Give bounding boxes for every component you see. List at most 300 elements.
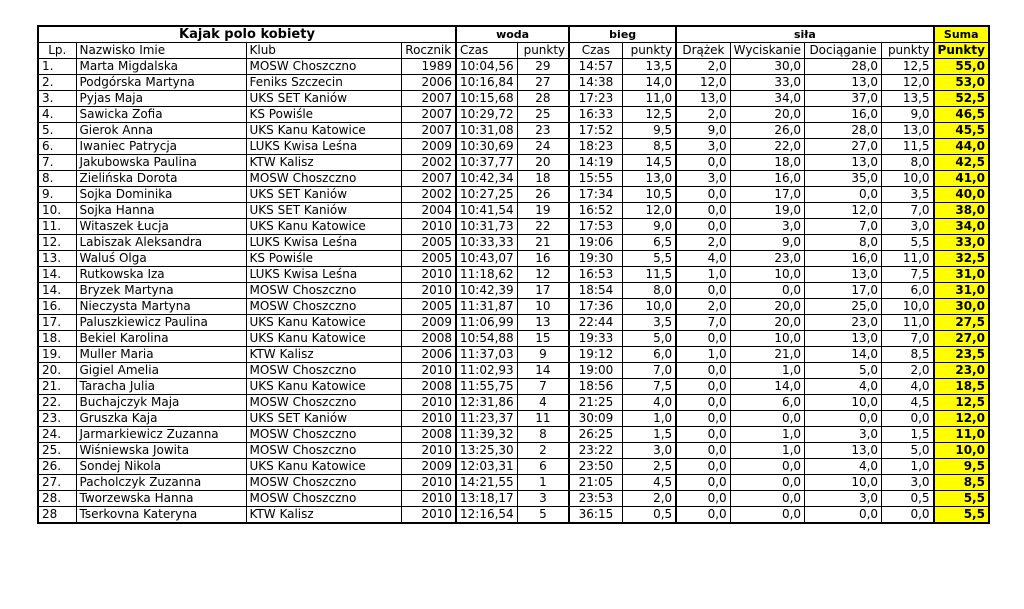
cell-dociaganie: 4,0: [805, 459, 882, 475]
cell-wyciskanie: 14,0: [730, 379, 804, 395]
col-suma-punkty: Punkty: [934, 43, 989, 59]
cell-bieg-czas: 19:00: [569, 363, 622, 379]
table-row: [38, 235, 989, 251]
cell-drazek: 7,0: [676, 315, 730, 331]
group-woda: woda: [456, 26, 569, 43]
table-row: [38, 299, 989, 315]
cell-year: 2008: [401, 427, 456, 443]
cell-year: 2005: [401, 235, 456, 251]
cell-drazek: 0,0: [676, 427, 730, 443]
cell-sila-punkty: 8,5: [882, 347, 934, 363]
cell-year: 2007: [401, 107, 456, 123]
cell-suma: 23,0: [934, 363, 989, 379]
cell-lp: 3.: [38, 91, 76, 107]
cell-club: UKS Kanu Katowice: [246, 331, 401, 347]
cell-year: 2009: [401, 315, 456, 331]
table-row: [38, 267, 989, 283]
cell-sila-punkty: 3,0: [882, 475, 934, 491]
cell-drazek: 0,0: [676, 155, 730, 171]
cell-year: 2010: [401, 443, 456, 459]
cell-woda-czas: 11:37,03: [456, 347, 517, 363]
cell-dociaganie: 27,0: [805, 139, 882, 155]
cell-wyciskanie: 20,0: [730, 315, 804, 331]
cell-woda-czas: 11:18,62: [456, 267, 517, 283]
cell-wyciskanie: 20,0: [730, 107, 804, 123]
cell-name: Pyjas Maja: [76, 91, 246, 107]
table-row: [38, 347, 989, 363]
cell-bieg-punkty: 10,5: [622, 187, 676, 203]
cell-sila-punkty: 7,0: [882, 203, 934, 219]
table-row: [38, 315, 989, 331]
cell-year: 2010: [401, 267, 456, 283]
cell-woda-czas: 10:27,25: [456, 187, 517, 203]
cell-woda-punkty: 29: [517, 59, 569, 75]
cell-woda-czas: 10:29,72: [456, 107, 517, 123]
cell-wyciskanie: 30,0: [730, 59, 804, 75]
cell-dociaganie: 10,0: [805, 475, 882, 491]
cell-year: 2004: [401, 203, 456, 219]
cell-wyciskanie: 17,0: [730, 187, 804, 203]
cell-club: UKS Kanu Katowice: [246, 123, 401, 139]
cell-drazek: 0,0: [676, 507, 730, 524]
cell-lp: 1.: [38, 59, 76, 75]
cell-wyciskanie: 34,0: [730, 91, 804, 107]
cell-club: UKS SET Kaniów: [246, 91, 401, 107]
cell-bieg-punkty: 10,0: [622, 299, 676, 315]
cell-bieg-czas: 16:33: [569, 107, 622, 123]
cell-name: Pacholczyk Zuzanna: [76, 475, 246, 491]
cell-dociaganie: 0,0: [805, 187, 882, 203]
cell-name: Rutkowska Iza: [76, 267, 246, 283]
cell-dociaganie: 17,0: [805, 283, 882, 299]
cell-wyciskanie: 16,0: [730, 171, 804, 187]
cell-sila-punkty: 8,0: [882, 155, 934, 171]
cell-bieg-czas: 19:33: [569, 331, 622, 347]
cell-dociaganie: 0,0: [805, 411, 882, 427]
cell-bieg-punkty: 5,0: [622, 331, 676, 347]
cell-name: Sojka Dominika: [76, 187, 246, 203]
cell-suma: 42,5: [934, 155, 989, 171]
cell-bieg-punkty: 13,5: [622, 59, 676, 75]
cell-woda-czas: 10:41,54: [456, 203, 517, 219]
cell-sila-punkty: 12,0: [882, 75, 934, 91]
cell-woda-czas: 11:31,87: [456, 299, 517, 315]
cell-bieg-czas: 30:09: [569, 411, 622, 427]
cell-bieg-czas: 14:38: [569, 75, 622, 91]
cell-club: LUKS Kwisa Leśna: [246, 139, 401, 155]
cell-woda-punkty: 2: [517, 443, 569, 459]
col-lp: Lp.: [38, 43, 76, 59]
cell-suma: 46,5: [934, 107, 989, 123]
cell-woda-punkty: 9: [517, 347, 569, 363]
cell-drazek: 3,0: [676, 139, 730, 155]
cell-woda-punkty: 18: [517, 171, 569, 187]
cell-bieg-czas: 18:23: [569, 139, 622, 155]
cell-woda-punkty: 13: [517, 315, 569, 331]
cell-name: Marta Migdalska: [76, 59, 246, 75]
cell-dociaganie: 37,0: [805, 91, 882, 107]
cell-dociaganie: 13,0: [805, 267, 882, 283]
cell-year: 2010: [401, 283, 456, 299]
cell-dociaganie: 14,0: [805, 347, 882, 363]
table-row: [38, 283, 989, 299]
cell-sila-punkty: 3,0: [882, 219, 934, 235]
table-row: [38, 75, 989, 91]
cell-name: Sondej Nikola: [76, 459, 246, 475]
cell-dociaganie: 16,0: [805, 107, 882, 123]
cell-name: Sawicka Zofia: [76, 107, 246, 123]
cell-year: 2006: [401, 75, 456, 91]
cell-wyciskanie: 10,0: [730, 267, 804, 283]
cell-woda-czas: 11:06,99: [456, 315, 517, 331]
col-wyciskanie: Wyciskanie: [730, 43, 804, 59]
cell-suma: 10,0: [934, 443, 989, 459]
cell-woda-czas: 12:31,86: [456, 395, 517, 411]
cell-woda-punkty: 22: [517, 219, 569, 235]
cell-drazek: 2,0: [676, 107, 730, 123]
cell-name: Jarmarkiewicz Zuzanna: [76, 427, 246, 443]
cell-bieg-punkty: 5,5: [622, 251, 676, 267]
cell-club: UKS Kanu Katowice: [246, 219, 401, 235]
cell-woda-czas: 10:31,73: [456, 219, 517, 235]
cell-bieg-punkty: 3,0: [622, 443, 676, 459]
cell-lp: 6.: [38, 139, 76, 155]
cell-bieg-czas: 17:53: [569, 219, 622, 235]
cell-bieg-czas: 23:22: [569, 443, 622, 459]
cell-lp: 2.: [38, 75, 76, 91]
cell-woda-punkty: 23: [517, 123, 569, 139]
cell-sila-punkty: 2,0: [882, 363, 934, 379]
cell-year: 2008: [401, 331, 456, 347]
col-woda-punkty: punkty: [517, 43, 569, 59]
cell-name: Bryzek Martyna: [76, 283, 246, 299]
cell-bieg-czas: 23:50: [569, 459, 622, 475]
cell-name: Taracha Julia: [76, 379, 246, 395]
table-row: [38, 491, 989, 507]
cell-suma: 34,0: [934, 219, 989, 235]
cell-dociaganie: 3,0: [805, 491, 882, 507]
cell-sila-punkty: 11,0: [882, 315, 934, 331]
table-row: [38, 219, 989, 235]
cell-bieg-punkty: 9,5: [622, 123, 676, 139]
cell-bieg-czas: 17:36: [569, 299, 622, 315]
cell-lp: 16.: [38, 299, 76, 315]
cell-club: LUKS Kwisa Leśna: [246, 267, 401, 283]
cell-woda-czas: 11:55,75: [456, 379, 517, 395]
cell-suma: 12,0: [934, 411, 989, 427]
cell-lp: 13.: [38, 251, 76, 267]
group-bieg: bieg: [569, 26, 676, 43]
cell-bieg-czas: 15:55: [569, 171, 622, 187]
cell-name: Buchajczyk Maja: [76, 395, 246, 411]
cell-name: Wiśniewska Jowita: [76, 443, 246, 459]
cell-dociaganie: 13,0: [805, 331, 882, 347]
cell-dociaganie: 23,0: [805, 315, 882, 331]
table-row: [38, 427, 989, 443]
table-row: [38, 379, 989, 395]
cell-year: 2007: [401, 123, 456, 139]
cell-bieg-czas: 17:23: [569, 91, 622, 107]
cell-drazek: 2,0: [676, 235, 730, 251]
cell-bieg-punkty: 12,0: [622, 203, 676, 219]
cell-wyciskanie: 21,0: [730, 347, 804, 363]
cell-drazek: 0,0: [676, 491, 730, 507]
cell-year: 2007: [401, 171, 456, 187]
cell-bieg-czas: 18:56: [569, 379, 622, 395]
cell-name: Tworzewska Hanna: [76, 491, 246, 507]
cell-year: 1989: [401, 59, 456, 75]
cell-suma: 40,0: [934, 187, 989, 203]
cell-bieg-czas: 19:30: [569, 251, 622, 267]
cell-woda-punkty: 21: [517, 235, 569, 251]
cell-name: Iwaniec Patrycja: [76, 139, 246, 155]
cell-bieg-czas: 14:57: [569, 59, 622, 75]
cell-year: 2010: [401, 475, 456, 491]
cell-year: 2002: [401, 155, 456, 171]
cell-bieg-punkty: 7,5: [622, 379, 676, 395]
cell-club: MOSW Choszczno: [246, 395, 401, 411]
cell-lp: 10.: [38, 203, 76, 219]
cell-wyciskanie: 19,0: [730, 203, 804, 219]
table-row: [38, 155, 989, 171]
cell-woda-punkty: 28: [517, 91, 569, 107]
cell-lp: 20.: [38, 363, 76, 379]
cell-club: MOSW Choszczno: [246, 491, 401, 507]
cell-lp: 4.: [38, 107, 76, 123]
cell-drazek: 0,0: [676, 331, 730, 347]
column-header-row: [38, 43, 989, 59]
cell-bieg-czas: 22:44: [569, 315, 622, 331]
cell-dociaganie: 25,0: [805, 299, 882, 315]
table-row: [38, 395, 989, 411]
cell-wyciskanie: 0,0: [730, 491, 804, 507]
cell-dociaganie: 3,0: [805, 427, 882, 443]
cell-bieg-czas: 17:52: [569, 123, 622, 139]
cell-bieg-punkty: 8,0: [622, 283, 676, 299]
cell-drazek: 1,0: [676, 267, 730, 283]
table-title: Kajak polo kobiety: [38, 26, 456, 43]
cell-bieg-czas: 17:34: [569, 187, 622, 203]
cell-sila-punkty: 10,0: [882, 171, 934, 187]
cell-year: 2002: [401, 187, 456, 203]
cell-sila-punkty: 5,5: [882, 235, 934, 251]
cell-drazek: 2,0: [676, 299, 730, 315]
cell-suma: 33,0: [934, 235, 989, 251]
cell-woda-punkty: 14: [517, 363, 569, 379]
cell-sila-punkty: 3,5: [882, 187, 934, 203]
cell-name: Muller Maria: [76, 347, 246, 363]
cell-suma: 30,0: [934, 299, 989, 315]
cell-club: UKS SET Kaniów: [246, 411, 401, 427]
col-bieg-czas: Czas: [569, 43, 622, 59]
cell-lp: 25.: [38, 443, 76, 459]
cell-bieg-czas: 19:06: [569, 235, 622, 251]
cell-name: Witaszek Łucja: [76, 219, 246, 235]
cell-woda-czas: 10:30,69: [456, 139, 517, 155]
cell-year: 2007: [401, 91, 456, 107]
cell-bieg-czas: 18:54: [569, 283, 622, 299]
cell-club: UKS Kanu Katowice: [246, 459, 401, 475]
cell-dociaganie: 7,0: [805, 219, 882, 235]
cell-suma: 9,5: [934, 459, 989, 475]
cell-drazek: 0,0: [676, 283, 730, 299]
cell-woda-punkty: 27: [517, 75, 569, 91]
cell-drazek: 0,0: [676, 395, 730, 411]
cell-woda-czas: 13:25,30: [456, 443, 517, 459]
cell-lp: 27.: [38, 475, 76, 491]
cell-lp: 19.: [38, 347, 76, 363]
cell-woda-czas: 13:18,17: [456, 491, 517, 507]
cell-drazek: 0,0: [676, 475, 730, 491]
cell-woda-punkty: 10: [517, 299, 569, 315]
table-row: [38, 411, 989, 427]
cell-woda-punkty: 6: [517, 459, 569, 475]
cell-club: MOSW Choszczno: [246, 299, 401, 315]
cell-lp: 26.: [38, 459, 76, 475]
cell-lp: 18.: [38, 331, 76, 347]
table-row: [38, 123, 989, 139]
cell-drazek: 4,0: [676, 251, 730, 267]
cell-drazek: 0,0: [676, 363, 730, 379]
cell-wyciskanie: 20,0: [730, 299, 804, 315]
cell-wyciskanie: 23,0: [730, 251, 804, 267]
cell-dociaganie: 4,0: [805, 379, 882, 395]
cell-lp: 12.: [38, 235, 76, 251]
cell-drazek: 1,0: [676, 347, 730, 363]
cell-drazek: 3,0: [676, 171, 730, 187]
cell-suma: 31,0: [934, 283, 989, 299]
cell-club: Feniks Szczecin: [246, 75, 401, 91]
cell-woda-punkty: 11: [517, 411, 569, 427]
table-body: [38, 59, 989, 524]
cell-club: MOSW Choszczno: [246, 59, 401, 75]
cell-name: Podgórska Martyna: [76, 75, 246, 91]
cell-lp: 14.: [38, 283, 76, 299]
cell-year: 2005: [401, 251, 456, 267]
cell-bieg-czas: 16:53: [569, 267, 622, 283]
cell-dociaganie: 0,0: [805, 507, 882, 524]
group-header-row: [38, 26, 989, 43]
cell-suma: 38,0: [934, 203, 989, 219]
cell-woda-punkty: 24: [517, 139, 569, 155]
cell-lp: 17.: [38, 315, 76, 331]
cell-drazek: 0,0: [676, 459, 730, 475]
cell-sila-punkty: 4,0: [882, 379, 934, 395]
cell-club: MOSW Choszczno: [246, 171, 401, 187]
cell-bieg-punkty: 8,5: [622, 139, 676, 155]
cell-bieg-punkty: 4,0: [622, 395, 676, 411]
cell-suma: 12,5: [934, 395, 989, 411]
cell-dociaganie: 35,0: [805, 171, 882, 187]
cell-dociaganie: 10,0: [805, 395, 882, 411]
cell-dociaganie: 28,0: [805, 123, 882, 139]
table-row: [38, 475, 989, 491]
col-name: Nazwisko Imie: [76, 43, 246, 59]
cell-woda-punkty: 17: [517, 283, 569, 299]
cell-drazek: 0,0: [676, 187, 730, 203]
cell-sila-punkty: 11,0: [882, 251, 934, 267]
table-row: [38, 139, 989, 155]
cell-sila-punkty: 12,5: [882, 59, 934, 75]
cell-woda-czas: 11:23,37: [456, 411, 517, 427]
cell-club: LUKS Kwisa Leśna: [246, 235, 401, 251]
cell-drazek: 0,0: [676, 219, 730, 235]
cell-suma: 23,5: [934, 347, 989, 363]
cell-sila-punkty: 7,5: [882, 267, 934, 283]
cell-sila-punkty: 0,0: [882, 411, 934, 427]
cell-club: UKS Kanu Katowice: [246, 315, 401, 331]
cell-bieg-czas: 36:15: [569, 507, 622, 524]
cell-year: 2009: [401, 139, 456, 155]
col-club: Klub: [246, 43, 401, 59]
cell-lp: 14.: [38, 267, 76, 283]
cell-wyciskanie: 0,0: [730, 475, 804, 491]
cell-year: 2005: [401, 299, 456, 315]
cell-sila-punkty: 13,0: [882, 123, 934, 139]
cell-name: Sojka Hanna: [76, 203, 246, 219]
cell-dociaganie: 13,0: [805, 75, 882, 91]
cell-bieg-punkty: 9,0: [622, 219, 676, 235]
cell-woda-czas: 10:37,77: [456, 155, 517, 171]
cell-bieg-punkty: 14,0: [622, 75, 676, 91]
cell-suma: 41,0: [934, 171, 989, 187]
cell-club: KS Powiśle: [246, 107, 401, 123]
cell-dociaganie: 16,0: [805, 251, 882, 267]
cell-sila-punkty: 5,0: [882, 443, 934, 459]
cell-drazek: 12,0: [676, 75, 730, 91]
cell-sila-punkty: 13,5: [882, 91, 934, 107]
col-woda-czas: Czas: [456, 43, 517, 59]
cell-wyciskanie: 10,0: [730, 331, 804, 347]
table-row: [38, 203, 989, 219]
cell-sila-punkty: 0,5: [882, 491, 934, 507]
cell-year: 2010: [401, 411, 456, 427]
table-row: [38, 443, 989, 459]
table-row: [38, 59, 989, 75]
cell-suma: 31,0: [934, 267, 989, 283]
cell-name: Zielińska Dorota: [76, 171, 246, 187]
cell-lp: 9.: [38, 187, 76, 203]
cell-suma: 8,5: [934, 475, 989, 491]
cell-wyciskanie: 0,0: [730, 459, 804, 475]
cell-suma: 32,5: [934, 251, 989, 267]
cell-bieg-czas: 16:52: [569, 203, 622, 219]
cell-bieg-punkty: 14,5: [622, 155, 676, 171]
cell-suma: 27,0: [934, 331, 989, 347]
cell-wyciskanie: 22,0: [730, 139, 804, 155]
col-dociaganie: Dociąganie: [805, 43, 882, 59]
cell-woda-punkty: 20: [517, 155, 569, 171]
cell-drazek: 13,0: [676, 91, 730, 107]
cell-club: KTW Kalisz: [246, 155, 401, 171]
cell-club: KTW Kalisz: [246, 347, 401, 363]
cell-sila-punkty: 1,5: [882, 427, 934, 443]
group-sila: siła: [676, 26, 933, 43]
cell-year: 2009: [401, 459, 456, 475]
group-suma: Suma: [934, 26, 989, 43]
table-row: [38, 363, 989, 379]
cell-woda-punkty: 1: [517, 475, 569, 491]
cell-club: MOSW Choszczno: [246, 475, 401, 491]
cell-wyciskanie: 26,0: [730, 123, 804, 139]
table-row: [38, 331, 989, 347]
cell-dociaganie: 13,0: [805, 443, 882, 459]
cell-sila-punkty: 0,0: [882, 507, 934, 524]
cell-bieg-punkty: 6,5: [622, 235, 676, 251]
cell-club: MOSW Choszczno: [246, 427, 401, 443]
cell-woda-punkty: 8: [517, 427, 569, 443]
cell-year: 2010: [401, 491, 456, 507]
